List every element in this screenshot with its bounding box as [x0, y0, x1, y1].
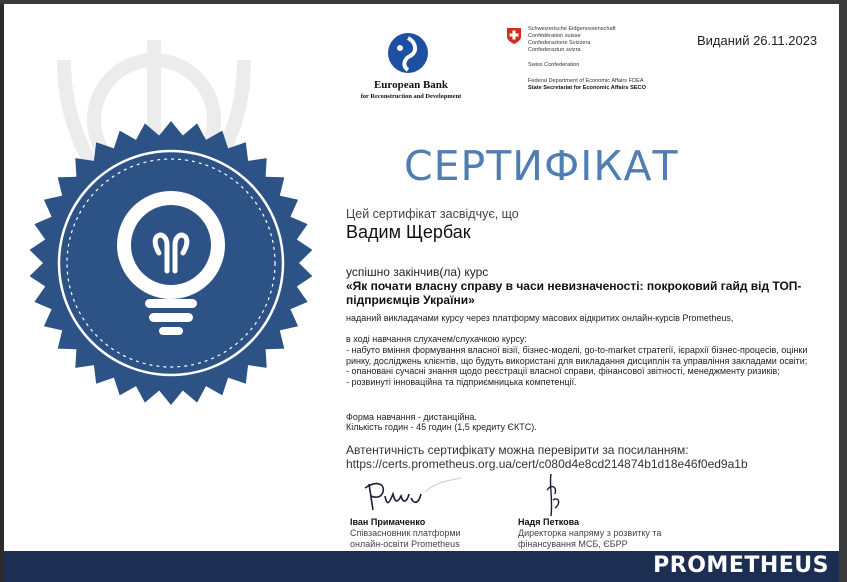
swiss-cross-icon	[506, 27, 522, 45]
during-text: в ходi навчання слухачем/слухачкою курсу:	[346, 334, 527, 344]
swiss-line-2: Confédération suisse	[528, 33, 581, 39]
outcome-item: - набуто вміння формування власної візії, бізнес-моделі, go-to-market стратегії, ієрархії бізнес-процесів, оцінки ринку, досліджень клієнтів, що будуть використані для викладання дисциплін та управління закладами освіти;	[346, 345, 808, 366]
swiss-confederation: Swiss Confederation	[528, 62, 580, 68]
provided-text: наданий викладачами курсу через платформу масових відкритих онлайн-курсів Prometheus,	[346, 313, 734, 323]
outcomes-list	[346, 345, 830, 387]
badge-seal-icon	[26, 118, 316, 408]
course-title: «Як почати власну справу в часи невизначеності: покроковий гайд від ТОП-підприємців України»	[346, 279, 802, 307]
top-frame	[0, 0, 847, 4]
swiss-department: Federal Department of Economic Affairs FDEA	[528, 78, 644, 84]
outcome-item: - опановані сучасні знання щодо реєстрації власної справи, фінансової звітності, менеджменту ризиків;	[346, 366, 780, 377]
signer-2-role: Директорка напряму з розвитку та фінансування МСБ, ЄБРР	[518, 528, 662, 549]
right-frame	[839, 0, 847, 582]
outcome-item: - розвинуті інноваційна та підприємницька компетенції.	[346, 376, 577, 387]
issue-date: Виданий 26.11.2023	[697, 33, 818, 48]
swiss-line-1: Schweizerische Eidgenossenschaft	[528, 26, 616, 32]
signature-1-icon	[355, 476, 465, 516]
ebrd-name: European Bank	[373, 79, 449, 91]
certificate-title: СЕРТИФІКАТ	[404, 142, 679, 190]
ebrd-subtitle: for Reconstruction and Development	[360, 93, 462, 100]
study-hours: Кількість годин - 45 годин (1,5 кредиту ЄКТС).	[346, 422, 537, 432]
swiss-line-4: Confederaziun svizra	[528, 47, 581, 53]
swiss-secretariat: State Secretariat for Economic Affairs SECO	[528, 85, 646, 91]
signer-1-role: Співзасновник платформи онлайн-освіти Prometheus	[350, 528, 461, 549]
signer-1-name: Іван Примаченко	[350, 517, 426, 527]
certifies-text: Цей сертифікат засвідчує, що	[346, 207, 519, 221]
signer-2-name: Надя Петкова	[518, 517, 580, 527]
verify-link[interactable]: https://certs.prometheus.org.ua/cert/c080d4e8cd214874b1d18e46f0ed9a1b	[346, 457, 748, 471]
left-frame	[0, 0, 4, 582]
prometheus-logo: PROMETHEUS	[653, 553, 829, 578]
signature-2-icon	[533, 470, 583, 518]
swiss-line-3: Confederazione Svizzera	[528, 40, 591, 46]
study-form: Форма навчання - дистанційна.	[346, 412, 477, 422]
completed-text: успішно закінчив(ла) курс	[346, 265, 489, 279]
verify-label: Автентичність сертифікату можна перевірити за посиланням:	[346, 443, 689, 457]
recipient-name: Вадим Щербак	[346, 222, 471, 242]
